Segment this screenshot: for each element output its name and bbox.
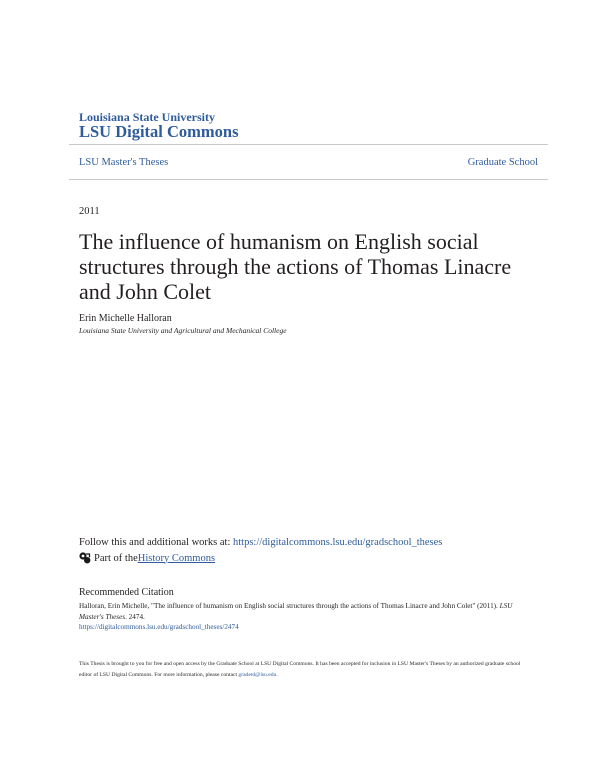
follow-line: [79, 537, 442, 548]
access-notice: [79, 659, 534, 681]
title-line: structures through the actions of Thomas Linacre: [79, 254, 512, 279]
divider-bottom: [69, 179, 548, 180]
series-link-graduate-school[interactable]: Graduate School: [467, 157, 538, 168]
citation-body: Halloran, Erin Michelle, "The influence of humanism on English social structures through the actions of Thomas Linacre and John Colet" (2011).: [79, 602, 500, 610]
citation-number: . 2474.: [125, 612, 145, 621]
author-affiliation: Louisiana State University and Agricultural and Mechanical College: [79, 326, 287, 335]
title-line: The influence of humanism on English social: [79, 229, 479, 254]
title-line: and John Colet: [79, 279, 211, 304]
document-title: [79, 229, 519, 304]
author-name: Erin Michelle Halloran: [79, 313, 172, 324]
repository-link[interactable]: LSU Digital Commons: [79, 122, 239, 141]
part-of-line: [79, 552, 215, 564]
contact-email-link[interactable]: gradetd@lsu.edu: [238, 672, 277, 678]
notice-end: .: [276, 672, 278, 678]
series-link-theses[interactable]: LSU Master's Theses: [79, 157, 169, 168]
citation-journal: LSU Master's Theses: [79, 602, 513, 621]
citation-text: [79, 601, 534, 633]
institution-link[interactable]: Louisiana State University: [79, 110, 216, 124]
network-icon: [79, 552, 91, 564]
divider-top: [69, 144, 548, 145]
notice-body: This Thesis is brought to you for free and open access by the Graduate School at LSU Digital Commons. It has been accepted for inclusion in LSU Master's Theses by an authorized graduate school editor of LSU Digital Commons. For more information, please contact: [79, 661, 521, 678]
citation-url-link[interactable]: https://digitalcommons.lsu.edu/gradschool_theses/2474: [79, 623, 239, 631]
collection-url-link[interactable]: https://digitalcommons.lsu.edu/gradschool_theses: [233, 537, 443, 548]
part-of-label: Part of the: [94, 552, 138, 564]
citation-heading: Recommended Citation: [79, 587, 174, 598]
history-commons-link[interactable]: History Commons: [137, 552, 216, 564]
publication-year: 2011: [79, 206, 100, 217]
follow-label: Follow this and additional works at:: [79, 537, 233, 548]
